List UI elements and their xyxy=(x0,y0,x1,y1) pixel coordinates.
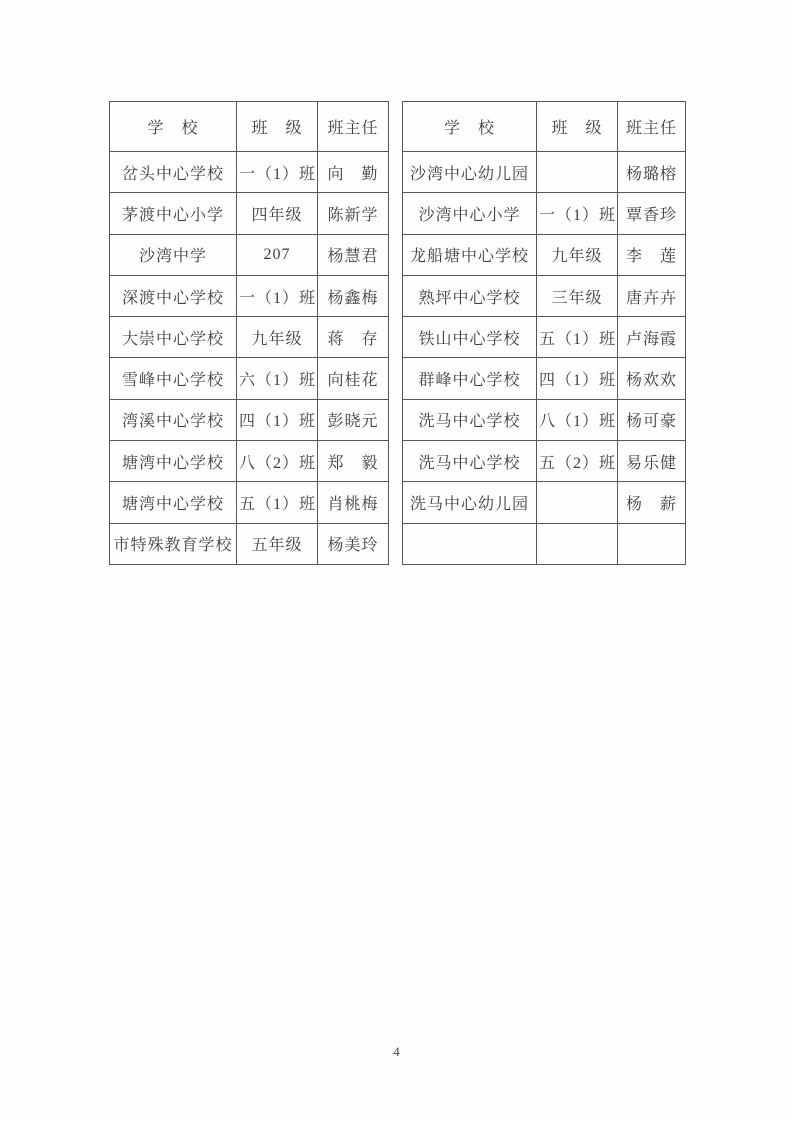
teacher-cell: 覃香珍 xyxy=(618,193,686,234)
table-header-row xyxy=(110,102,389,152)
class-cell: 五（1）班 xyxy=(537,317,618,358)
class-cell: 五年级 xyxy=(237,523,318,564)
table-row xyxy=(403,482,686,523)
table-row xyxy=(110,482,389,523)
teacher-cell: 蒋 存 xyxy=(318,317,389,358)
teacher-cell: 杨 薪 xyxy=(618,482,686,523)
class-cell xyxy=(537,482,618,523)
table-row xyxy=(403,523,686,564)
school-roster-table-left xyxy=(109,101,389,565)
school-cell: 群峰中心学校 xyxy=(403,358,537,399)
teacher-cell: 李 莲 xyxy=(618,234,686,275)
teacher-cell: 郑 毅 xyxy=(318,441,389,482)
teacher-cell: 唐卉卉 xyxy=(618,275,686,316)
teacher-cell: 杨欢欢 xyxy=(618,358,686,399)
table-row xyxy=(403,399,686,440)
class-cell: 五（1）班 xyxy=(237,482,318,523)
teacher-cell: 彭晓元 xyxy=(318,399,389,440)
table-row xyxy=(110,399,389,440)
teacher-cell: 易乐健 xyxy=(618,441,686,482)
teacher-cell: 向 勤 xyxy=(318,152,389,193)
table-row xyxy=(110,275,389,316)
table-row xyxy=(110,358,389,399)
table-row xyxy=(403,317,686,358)
table-row xyxy=(110,441,389,482)
class-cell: 四（1）班 xyxy=(537,358,618,399)
table-row xyxy=(110,152,389,193)
table-row xyxy=(403,275,686,316)
class-cell: 八（1）班 xyxy=(537,399,618,440)
class-cell: 一（1）班 xyxy=(237,152,318,193)
table-row xyxy=(403,441,686,482)
table-header-row xyxy=(403,102,686,152)
teacher-cell: 陈新学 xyxy=(318,193,389,234)
teacher-cell: 杨美玲 xyxy=(318,523,389,564)
table-row xyxy=(403,234,686,275)
teacher-cell: 向桂花 xyxy=(318,358,389,399)
school-cell: 市特殊教育学校 xyxy=(110,523,237,564)
table-row xyxy=(403,193,686,234)
school-cell: 沙湾中心幼儿园 xyxy=(403,152,537,193)
header-teacher: 班主任 xyxy=(318,102,389,152)
table-row xyxy=(110,193,389,234)
class-cell: 九年级 xyxy=(537,234,618,275)
table-row xyxy=(110,523,389,564)
teacher-cell: 肖桃梅 xyxy=(318,482,389,523)
teacher-cell xyxy=(618,523,686,564)
class-cell: 八（2）班 xyxy=(237,441,318,482)
school-cell: 铁山中心学校 xyxy=(403,317,537,358)
table-row xyxy=(403,358,686,399)
school-cell: 沙湾中心小学 xyxy=(403,193,537,234)
teacher-cell: 杨鑫梅 xyxy=(318,275,389,316)
school-cell: 洗马中心学校 xyxy=(403,399,537,440)
teacher-cell: 杨璐榕 xyxy=(618,152,686,193)
school-cell: 茅渡中心小学 xyxy=(110,193,237,234)
header-class: 班 级 xyxy=(237,102,318,152)
table-row xyxy=(403,152,686,193)
class-cell: 一（1）班 xyxy=(237,275,318,316)
class-cell: 四（1）班 xyxy=(237,399,318,440)
school-cell: 雪峰中心学校 xyxy=(110,358,237,399)
header-class: 班 级 xyxy=(537,102,618,152)
teacher-cell: 杨慧君 xyxy=(318,234,389,275)
class-cell: 207 xyxy=(237,234,318,275)
class-cell: 四年级 xyxy=(237,193,318,234)
school-cell: 湾溪中心学校 xyxy=(110,399,237,440)
school-cell: 塘湾中心学校 xyxy=(110,482,237,523)
header-teacher: 班主任 xyxy=(618,102,686,152)
class-cell: 五（2）班 xyxy=(537,441,618,482)
header-school: 学 校 xyxy=(110,102,237,152)
class-cell: 三年级 xyxy=(537,275,618,316)
teacher-cell: 卢海霞 xyxy=(618,317,686,358)
school-cell: 龙船塘中心学校 xyxy=(403,234,537,275)
page-number: 4 xyxy=(393,1044,400,1059)
class-cell: 六（1）班 xyxy=(237,358,318,399)
school-cell: 深渡中心学校 xyxy=(110,275,237,316)
table-row xyxy=(110,317,389,358)
school-cell: 岔头中心学校 xyxy=(110,152,237,193)
teacher-cell: 杨可豪 xyxy=(618,399,686,440)
school-cell: 沙湾中学 xyxy=(110,234,237,275)
header-school: 学 校 xyxy=(403,102,537,152)
class-cell: 一（1）班 xyxy=(537,193,618,234)
school-cell: 熟坪中心学校 xyxy=(403,275,537,316)
class-cell xyxy=(537,152,618,193)
school-cell: 洗马中心学校 xyxy=(403,441,537,482)
school-cell: 大崇中心学校 xyxy=(110,317,237,358)
school-cell xyxy=(403,523,537,564)
school-cell: 洗马中心幼儿园 xyxy=(403,482,537,523)
class-cell xyxy=(537,523,618,564)
class-cell: 九年级 xyxy=(237,317,318,358)
table-row xyxy=(110,234,389,275)
school-roster-table-right xyxy=(402,101,686,565)
school-cell: 塘湾中心学校 xyxy=(110,441,237,482)
